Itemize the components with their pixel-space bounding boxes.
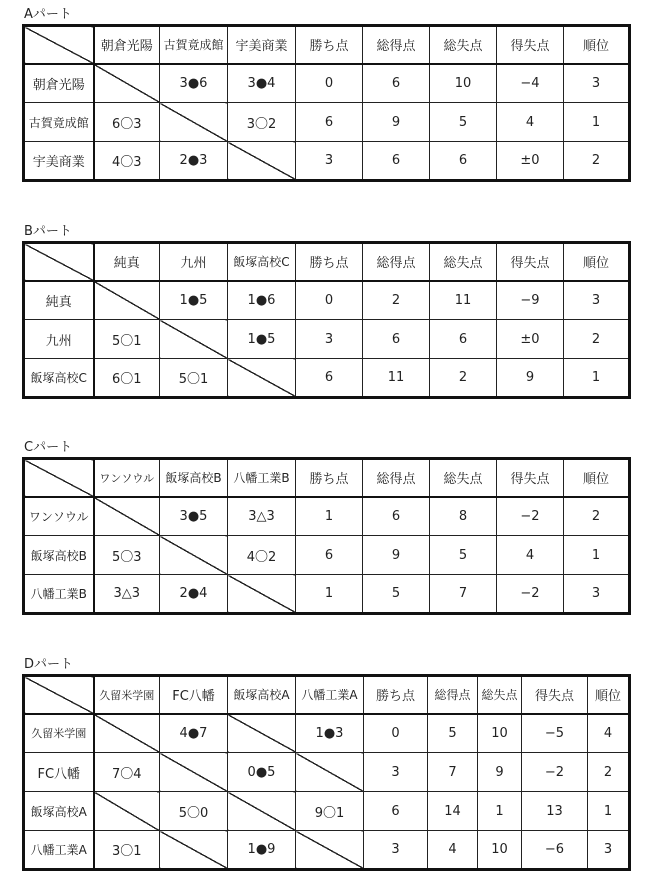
column-header: 八幡工業A xyxy=(296,676,364,714)
no-match-cell xyxy=(160,831,228,870)
stat-goal-diff: −4 xyxy=(497,64,564,103)
stat-goals-against: 10 xyxy=(430,64,497,103)
stat-points: 3 xyxy=(364,831,428,870)
stat-goals-against: 7 xyxy=(430,575,497,614)
section-title-a: Aパート xyxy=(24,7,72,22)
column-header: 勝ち点 xyxy=(296,243,363,281)
column-header: 順位 xyxy=(564,26,630,64)
section-title-c: Cパート xyxy=(24,440,73,455)
column-header: 八幡工業B xyxy=(228,459,296,497)
match-result: 3〇1 xyxy=(94,831,160,870)
section-title-b: Bパート xyxy=(24,224,72,239)
column-header: FC八幡 xyxy=(160,676,228,714)
stat-goals-against: 5 xyxy=(430,536,497,575)
stat-goal-diff: −2 xyxy=(522,753,588,792)
stat-rank: 2 xyxy=(564,320,630,359)
league-table-c xyxy=(22,457,631,615)
self-match-cell xyxy=(296,831,364,870)
match-result: 1●3 xyxy=(296,714,364,753)
stat-goals-against: 10 xyxy=(478,831,522,870)
self-match-cell xyxy=(160,103,228,142)
match-result: 2●4 xyxy=(160,575,228,614)
match-result: 0●5 xyxy=(228,753,296,792)
row-team-name: 九州 xyxy=(24,320,94,359)
stat-goal-diff: 9 xyxy=(497,359,564,398)
match-result: 6〇1 xyxy=(94,359,160,398)
corner-cell xyxy=(24,26,94,64)
column-header: 朝倉光陽 xyxy=(94,26,160,64)
stat-goals-against: 11 xyxy=(430,281,497,320)
match-result: 1●9 xyxy=(228,831,296,870)
self-match-cell xyxy=(94,497,160,536)
stat-goals-against: 10 xyxy=(478,714,522,753)
column-header: 得失点 xyxy=(497,243,564,281)
stat-goal-diff: 4 xyxy=(497,536,564,575)
row-team-name: 八幡工業A xyxy=(24,831,94,870)
league-table-a xyxy=(22,24,631,182)
stat-points: 6 xyxy=(296,103,363,142)
stat-points: 1 xyxy=(296,497,363,536)
match-result: 3△3 xyxy=(228,497,296,536)
stat-goal-diff: ±0 xyxy=(497,142,564,181)
row-team-name: 飯塚高校A xyxy=(24,792,94,831)
stat-rank: 1 xyxy=(564,103,630,142)
column-header: ワンソウル xyxy=(94,459,160,497)
match-result: 1●5 xyxy=(228,320,296,359)
stat-rank: 1 xyxy=(564,536,630,575)
self-match-cell xyxy=(94,281,160,320)
column-header: 総得点 xyxy=(363,459,430,497)
match-result: 5〇1 xyxy=(94,320,160,359)
stat-goals-for: 6 xyxy=(363,142,430,181)
row-team-name: 飯塚高校B xyxy=(24,536,94,575)
stat-goals-for: 2 xyxy=(363,281,430,320)
column-header: 得失点 xyxy=(522,676,588,714)
column-header: 総失点 xyxy=(478,676,522,714)
match-result: 6〇3 xyxy=(94,103,160,142)
match-result: 5〇0 xyxy=(160,792,228,831)
stat-goals-against: 6 xyxy=(430,142,497,181)
stat-goal-diff: −6 xyxy=(522,831,588,870)
stat-goals-for: 7 xyxy=(428,753,478,792)
row-team-name: 古賀竟成館 xyxy=(24,103,94,142)
column-header: 順位 xyxy=(564,459,630,497)
section-title-d: Dパート xyxy=(24,657,74,672)
row-team-name: 久留米学園 xyxy=(24,714,94,753)
stat-goals-for: 4 xyxy=(428,831,478,870)
stat-rank: 3 xyxy=(588,831,630,870)
column-header: 純真 xyxy=(94,243,160,281)
stat-rank: 2 xyxy=(564,497,630,536)
column-header: 九州 xyxy=(160,243,228,281)
stat-goals-against: 5 xyxy=(430,103,497,142)
column-header: 勝ち点 xyxy=(296,459,363,497)
match-result: 3●6 xyxy=(160,64,228,103)
stat-goal-diff: 4 xyxy=(497,103,564,142)
match-result: 3△3 xyxy=(94,575,160,614)
match-result: 3●5 xyxy=(160,497,228,536)
match-result: 7〇4 xyxy=(94,753,160,792)
stat-goals-for: 6 xyxy=(363,497,430,536)
corner-cell xyxy=(24,676,94,714)
league-table-b xyxy=(22,241,631,399)
stat-goals-for: 14 xyxy=(428,792,478,831)
match-result: 5〇3 xyxy=(94,536,160,575)
match-result: 4●7 xyxy=(160,714,228,753)
column-header: 総失点 xyxy=(430,26,497,64)
column-header: 古賀竟成館 xyxy=(160,26,228,64)
column-header: 順位 xyxy=(588,676,630,714)
column-header: 勝ち点 xyxy=(296,26,363,64)
league-table-d xyxy=(22,674,631,871)
corner-cell xyxy=(24,243,94,281)
stat-rank: 4 xyxy=(588,714,630,753)
self-match-cell xyxy=(228,359,296,398)
stat-points: 3 xyxy=(364,753,428,792)
stat-goal-diff: −5 xyxy=(522,714,588,753)
self-match-cell xyxy=(228,792,296,831)
column-header: 飯塚高校C xyxy=(228,243,296,281)
column-header: 宇美商業 xyxy=(228,26,296,64)
column-header: 飯塚高校B xyxy=(160,459,228,497)
column-header: 総失点 xyxy=(430,243,497,281)
match-result: 9〇1 xyxy=(296,792,364,831)
match-result: 3●4 xyxy=(228,64,296,103)
no-match-cell xyxy=(94,792,160,831)
match-result: 4〇3 xyxy=(94,142,160,181)
match-result: 1●5 xyxy=(160,281,228,320)
stat-points: 3 xyxy=(296,142,363,181)
stat-goal-diff: −2 xyxy=(497,497,564,536)
stat-points: 6 xyxy=(364,792,428,831)
match-result: 2●3 xyxy=(160,142,228,181)
no-match-cell xyxy=(228,714,296,753)
self-match-cell xyxy=(160,320,228,359)
match-result: 4〇2 xyxy=(228,536,296,575)
stat-goals-against: 9 xyxy=(478,753,522,792)
stat-goals-against: 1 xyxy=(478,792,522,831)
column-header: 久留米学園 xyxy=(94,676,160,714)
self-match-cell xyxy=(94,64,160,103)
stat-goals-for: 5 xyxy=(428,714,478,753)
stat-goals-for: 6 xyxy=(363,64,430,103)
stat-rank: 1 xyxy=(588,792,630,831)
stat-points: 1 xyxy=(296,575,363,614)
column-header: 勝ち点 xyxy=(364,676,428,714)
column-header: 得失点 xyxy=(497,459,564,497)
column-header: 総得点 xyxy=(363,26,430,64)
stat-points: 0 xyxy=(364,714,428,753)
stat-rank: 2 xyxy=(588,753,630,792)
column-header: 総得点 xyxy=(363,243,430,281)
no-match-cell xyxy=(296,753,364,792)
stat-rank: 2 xyxy=(564,142,630,181)
stat-goals-for: 11 xyxy=(363,359,430,398)
stat-goals-for: 6 xyxy=(363,320,430,359)
row-team-name: 八幡工業B xyxy=(24,575,94,614)
stat-points: 6 xyxy=(296,536,363,575)
stat-goal-diff: −9 xyxy=(497,281,564,320)
column-header: 総得点 xyxy=(428,676,478,714)
row-team-name: ワンソウル xyxy=(24,497,94,536)
match-result: 5〇1 xyxy=(160,359,228,398)
stat-points: 0 xyxy=(296,281,363,320)
corner-cell xyxy=(24,459,94,497)
stat-goals-for: 5 xyxy=(363,575,430,614)
self-match-cell xyxy=(228,142,296,181)
stat-points: 0 xyxy=(296,64,363,103)
stat-rank: 3 xyxy=(564,575,630,614)
self-match-cell xyxy=(94,714,160,753)
self-match-cell xyxy=(160,753,228,792)
stat-goals-for: 9 xyxy=(363,536,430,575)
stat-goals-against: 2 xyxy=(430,359,497,398)
row-team-name: 朝倉光陽 xyxy=(24,64,94,103)
row-team-name: 飯塚高校C xyxy=(24,359,94,398)
stat-goal-diff: 13 xyxy=(522,792,588,831)
self-match-cell xyxy=(228,575,296,614)
stat-rank: 1 xyxy=(564,359,630,398)
column-header: 総失点 xyxy=(430,459,497,497)
row-team-name: 宇美商業 xyxy=(24,142,94,181)
column-header: 飯塚高校A xyxy=(228,676,296,714)
stat-goals-against: 8 xyxy=(430,497,497,536)
stat-rank: 3 xyxy=(564,64,630,103)
column-header: 順位 xyxy=(564,243,630,281)
row-team-name: FC八幡 xyxy=(24,753,94,792)
stat-points: 6 xyxy=(296,359,363,398)
stat-rank: 3 xyxy=(564,281,630,320)
stat-points: 3 xyxy=(296,320,363,359)
row-team-name: 純真 xyxy=(24,281,94,320)
stat-goal-diff: ±0 xyxy=(497,320,564,359)
match-result: 3〇2 xyxy=(228,103,296,142)
column-header: 得失点 xyxy=(497,26,564,64)
stat-goals-against: 6 xyxy=(430,320,497,359)
stat-goal-diff: −2 xyxy=(497,575,564,614)
self-match-cell xyxy=(160,536,228,575)
match-result: 1●6 xyxy=(228,281,296,320)
stat-goals-for: 9 xyxy=(363,103,430,142)
